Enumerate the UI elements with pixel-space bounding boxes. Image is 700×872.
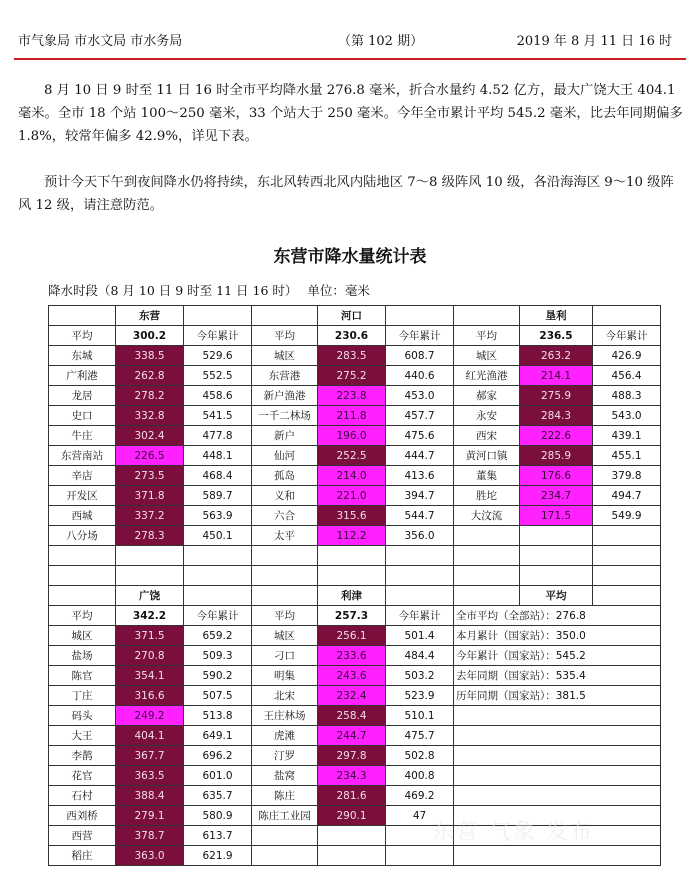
- station-cumulative: 549.9: [593, 506, 661, 526]
- station-cumulative: 444.7: [386, 446, 454, 466]
- station-cumulative: 400.8: [386, 766, 454, 786]
- station-rainfall: 337.2: [116, 506, 184, 526]
- station-row: [49, 666, 661, 686]
- station-rainfall: 176.6: [520, 466, 593, 486]
- blank-cell: [593, 546, 661, 566]
- station-cumulative: 456.4: [593, 366, 661, 386]
- station-cumulative: 477.8: [184, 426, 252, 446]
- station-rainfall: 278.2: [116, 386, 184, 406]
- blank-cell: [454, 846, 661, 866]
- average-label: 平均: [454, 326, 520, 346]
- county-average: 257.3: [318, 606, 386, 626]
- county-name: 垦利: [520, 306, 593, 326]
- station-rainfall: 371.5: [116, 626, 184, 646]
- station-name: 西营: [49, 826, 116, 846]
- station-rainfall: 273.5: [116, 466, 184, 486]
- blank-cell: [454, 806, 661, 826]
- station-cumulative: 563.9: [184, 506, 252, 526]
- station-name: 史口: [49, 406, 116, 426]
- station-rainfall: 316.6: [116, 686, 184, 706]
- county-average: 300.2: [116, 326, 184, 346]
- station-rainfall: 221.0: [318, 486, 386, 506]
- station-rainfall: 290.1: [318, 806, 386, 826]
- station-cumulative: 507.5: [184, 686, 252, 706]
- station-cumulative: 475.6: [386, 426, 454, 446]
- station-cumulative: 468.4: [184, 466, 252, 486]
- station-cumulative: 601.0: [184, 766, 252, 786]
- blank-cell: [454, 706, 661, 726]
- station-cumulative: 448.1: [184, 446, 252, 466]
- station-rainfall: 371.8: [116, 486, 184, 506]
- station-cumulative: 649.1: [184, 726, 252, 746]
- station-row: [49, 546, 661, 566]
- station-cumulative: 455.1: [593, 446, 661, 466]
- blank-cell: [49, 546, 116, 566]
- blank-cell: [184, 566, 252, 586]
- station-name: 石村: [49, 786, 116, 806]
- station-name: 城区: [49, 626, 116, 646]
- station-name: 陈官: [49, 666, 116, 686]
- station-rainfall: 223.8: [318, 386, 386, 406]
- county-average: 342.2: [116, 606, 184, 626]
- station-cumulative: 544.7: [386, 506, 454, 526]
- station-row: [49, 426, 661, 446]
- blank-cell: [520, 526, 593, 546]
- station-cumulative: 552.5: [184, 366, 252, 386]
- station-cumulative: 590.2: [184, 666, 252, 686]
- average-row: [49, 326, 661, 346]
- station-name: 盐场: [49, 646, 116, 666]
- station-name: 永安: [454, 406, 520, 426]
- county-name: 东营: [116, 306, 184, 326]
- station-name: 孤岛: [252, 466, 318, 486]
- station-rainfall: 214.0: [318, 466, 386, 486]
- blank-cell: [386, 846, 454, 866]
- station-row: [49, 766, 661, 786]
- station-rainfall: 112.2: [318, 526, 386, 546]
- station-name: 丁庄: [49, 686, 116, 706]
- station-row: [49, 566, 661, 586]
- station-name: 码头: [49, 706, 116, 726]
- summary-paragraph: 8 月 10 日 9 时至 11 日 16 时全市平均降水量 276.8 毫米，折合水量约 4.52 亿方，最大广饶大王 404.1 毫米。全市 18 个站 100～250 毫米，33 个站大于 250 毫米。今年全市累计平均 545.2 毫米，比去年同期偏多 1.8%，较常年偏多 42.9%，详见下表。: [18, 83, 683, 144]
- blank-cell: [593, 566, 661, 586]
- station-rainfall: 171.5: [520, 506, 593, 526]
- blank-cell: [116, 546, 184, 566]
- station-row: [49, 846, 661, 866]
- county-header-row: [49, 586, 661, 606]
- station-cumulative: 488.3: [593, 386, 661, 406]
- station-cumulative: 509.3: [184, 646, 252, 666]
- station-name: 辛店: [49, 466, 116, 486]
- blank-cell: [116, 566, 184, 586]
- cumulative-label: 今年累计: [386, 326, 454, 346]
- station-name: 太平: [252, 526, 318, 546]
- station-cumulative: 543.0: [593, 406, 661, 426]
- station-rainfall: 256.1: [318, 626, 386, 646]
- station-cumulative: 379.8: [593, 466, 661, 486]
- station-row: [49, 626, 661, 646]
- station-row: [49, 386, 661, 406]
- station-name: 广利港: [49, 366, 116, 386]
- station-cumulative: 541.5: [184, 406, 252, 426]
- station-name: 李鹊: [49, 746, 116, 766]
- station-row: [49, 726, 661, 746]
- average-label: 平均: [252, 606, 318, 626]
- station-name: 东营港: [252, 366, 318, 386]
- forecast-paragraph: 预计今天下午到夜间降水仍将持续，东北风转西北风内陆地区 7～8 级阵风 10 级，各沿海海区 9～10 级阵风 12 级，请注意防范。: [18, 175, 674, 213]
- station-cumulative: 696.2: [184, 746, 252, 766]
- blank-cell: [49, 566, 116, 586]
- station-rainfall: 252.5: [318, 446, 386, 466]
- county-name: 河口: [318, 306, 386, 326]
- station-rainfall: 363.5: [116, 766, 184, 786]
- station-rainfall: 275.2: [318, 366, 386, 386]
- blank-cell: [386, 546, 454, 566]
- blank-cell: [454, 566, 520, 586]
- station-rainfall: 222.6: [520, 426, 593, 446]
- summary-item: 全市平均（全部站）：276.8: [454, 606, 661, 626]
- station-row: [49, 346, 661, 366]
- station-rainfall: 278.3: [116, 526, 184, 546]
- station-name: 陈庄工业园: [252, 806, 318, 826]
- station-cumulative: 513.8: [184, 706, 252, 726]
- blank-cell: [520, 566, 593, 586]
- station-rainfall: 233.6: [318, 646, 386, 666]
- blank-cell: [386, 566, 454, 586]
- header-divider: [14, 58, 686, 60]
- station-row: [49, 526, 661, 546]
- station-rainfall: 315.6: [318, 506, 386, 526]
- rain-period: 降水时段（8 月 10 日 9 时至 11 日 16 时）: [48, 283, 298, 298]
- rain-unit: 单位：毫米: [307, 283, 370, 298]
- blank-cell: [454, 786, 661, 806]
- station-name: 西宋: [454, 426, 520, 446]
- station-rainfall: 275.9: [520, 386, 593, 406]
- blank-cell: [386, 306, 454, 326]
- blank-cell: [454, 766, 661, 786]
- blank-cell: [252, 826, 318, 846]
- station-name: 城区: [454, 346, 520, 366]
- station-name: 虎滩: [252, 726, 318, 746]
- blank-cell: [593, 586, 661, 606]
- station-rainfall: 302.4: [116, 426, 184, 446]
- watermark: 东营 气象 发布: [432, 820, 594, 845]
- station-cumulative: 621.9: [184, 846, 252, 866]
- station-rainfall: 234.7: [520, 486, 593, 506]
- summary-item: 历年同期（国家站）：381.5: [454, 686, 661, 706]
- station-name: 龙居: [49, 386, 116, 406]
- station-cumulative: 457.7: [386, 406, 454, 426]
- county-name: 广饶: [116, 586, 184, 606]
- station-cumulative: 413.6: [386, 466, 454, 486]
- bulletin-header: [18, 30, 682, 52]
- station-cumulative: 501.4: [386, 626, 454, 646]
- blank-cell: [184, 546, 252, 566]
- station-row: [49, 446, 661, 466]
- county-name: 利津: [318, 586, 386, 606]
- cumulative-label: 今年累计: [184, 606, 252, 626]
- station-rainfall: 258.4: [318, 706, 386, 726]
- blank-cell: [318, 846, 386, 866]
- station-name: 新户渔港: [252, 386, 318, 406]
- blank-cell: [252, 846, 318, 866]
- blank-cell: [454, 746, 661, 766]
- station-cumulative: 47: [386, 806, 454, 826]
- station-cumulative: 502.8: [386, 746, 454, 766]
- station-row: [49, 406, 661, 426]
- blank-cell: [252, 586, 318, 606]
- station-rainfall: 232.4: [318, 686, 386, 706]
- station-row: [49, 646, 661, 666]
- average-label: 平均: [49, 606, 116, 626]
- blank-cell: [454, 306, 520, 326]
- station-cumulative: 589.7: [184, 486, 252, 506]
- station-rainfall: 378.7: [116, 826, 184, 846]
- summary-item: 本月累计（国家站）：350.0: [454, 626, 661, 646]
- station-row: [49, 486, 661, 506]
- average-label: 平均: [252, 326, 318, 346]
- station-name: 盐窝: [252, 766, 318, 786]
- blank-cell: [252, 306, 318, 326]
- station-name: 大王: [49, 726, 116, 746]
- blank-cell: [454, 586, 520, 606]
- station-row: [49, 786, 661, 806]
- station-name: 仙河: [252, 446, 318, 466]
- station-name: 城区: [252, 346, 318, 366]
- blank-cell: [49, 306, 116, 326]
- station-row: [49, 706, 661, 726]
- station-name: 汀罗: [252, 746, 318, 766]
- station-name: 开发区: [49, 486, 116, 506]
- station-rainfall: 297.8: [318, 746, 386, 766]
- issue-datetime: 2019 年 8 月 11 日 16 时: [516, 34, 672, 49]
- station-name: 一千二林场: [252, 406, 318, 426]
- cumulative-label: 今年累计: [593, 326, 661, 346]
- station-rainfall: 279.1: [116, 806, 184, 826]
- station-row: [49, 806, 661, 826]
- cumulative-label: 今年累计: [184, 326, 252, 346]
- blank-cell: [184, 306, 252, 326]
- station-name: 六合: [252, 506, 318, 526]
- station-rainfall: 262.8: [116, 366, 184, 386]
- station-cumulative: 426.9: [593, 346, 661, 366]
- station-name: 西城: [49, 506, 116, 526]
- station-name: 东城: [49, 346, 116, 366]
- station-row: [49, 506, 661, 526]
- station-name: 陈庄: [252, 786, 318, 806]
- station-name: 花官: [49, 766, 116, 786]
- county-average: 236.5: [520, 326, 593, 346]
- blank-cell: [184, 586, 252, 606]
- station-rainfall: 214.1: [520, 366, 593, 386]
- blank-cell: [520, 546, 593, 566]
- blank-cell: [318, 546, 386, 566]
- blank-cell: [386, 586, 454, 606]
- station-cumulative: 659.2: [184, 626, 252, 646]
- station-cumulative: 450.1: [184, 526, 252, 546]
- station-cumulative: 469.2: [386, 786, 454, 806]
- station-name: 牛庄: [49, 426, 116, 446]
- cumulative-label: 今年累计: [386, 606, 454, 626]
- blank-cell: [454, 546, 520, 566]
- station-cumulative: 484.4: [386, 646, 454, 666]
- station-cumulative: 503.2: [386, 666, 454, 686]
- station-name: 八分场: [49, 526, 116, 546]
- station-name: 董集: [454, 466, 520, 486]
- station-row: [49, 686, 661, 706]
- station-cumulative: 458.6: [184, 386, 252, 406]
- station-cumulative: 529.6: [184, 346, 252, 366]
- station-rainfall: 243.6: [318, 666, 386, 686]
- station-name: 胜坨: [454, 486, 520, 506]
- blank-cell: [318, 566, 386, 586]
- station-name: 东营南站: [49, 446, 116, 466]
- blank-cell: [454, 826, 661, 846]
- station-name: 红光渔港: [454, 366, 520, 386]
- summary-title: 平均: [520, 586, 593, 606]
- station-rainfall: 226.5: [116, 446, 184, 466]
- station-name: 稻庄: [49, 846, 116, 866]
- issue-number: （第 102 期）: [338, 34, 424, 49]
- station-name: 明集: [252, 666, 318, 686]
- blank-cell: [318, 826, 386, 846]
- station-rainfall: 404.1: [116, 726, 184, 746]
- station-rainfall: 285.9: [520, 446, 593, 466]
- station-name: 王庄林场: [252, 706, 318, 726]
- blank-cell: [386, 826, 454, 846]
- station-cumulative: 394.7: [386, 486, 454, 506]
- station-row: [49, 746, 661, 766]
- average-row: [49, 606, 661, 626]
- table-title: 东营市降水量统计表: [273, 247, 427, 267]
- station-rainfall: 283.5: [318, 346, 386, 366]
- station-rainfall: 249.2: [116, 706, 184, 726]
- table-subtitle: [48, 281, 370, 299]
- station-rainfall: 388.4: [116, 786, 184, 806]
- station-cumulative: 608.7: [386, 346, 454, 366]
- station-rainfall: 284.3: [520, 406, 593, 426]
- blank-cell: [593, 306, 661, 326]
- station-cumulative: 523.9: [386, 686, 454, 706]
- station-rainfall: 211.8: [318, 406, 386, 426]
- station-name: 新户: [252, 426, 318, 446]
- station-cumulative: 475.7: [386, 726, 454, 746]
- station-name: 西刘桥: [49, 806, 116, 826]
- station-rainfall: 367.7: [116, 746, 184, 766]
- blank-cell: [49, 586, 116, 606]
- station-rainfall: 354.1: [116, 666, 184, 686]
- station-name: 刁口: [252, 646, 318, 666]
- summary-item: 去年同期（国家站）：535.4: [454, 666, 661, 686]
- station-rainfall: 281.6: [318, 786, 386, 806]
- station-cumulative: 494.7: [593, 486, 661, 506]
- station-rainfall: 244.7: [318, 726, 386, 746]
- station-name: 郝家: [454, 386, 520, 406]
- station-name: 大汶流: [454, 506, 520, 526]
- station-name: 城区: [252, 626, 318, 646]
- blank-cell: [252, 546, 318, 566]
- station-row: [49, 466, 661, 486]
- summary-item: 今年累计（国家站）：545.2: [454, 646, 661, 666]
- station-cumulative: 356.0: [386, 526, 454, 546]
- station-cumulative: 613.7: [184, 826, 252, 846]
- station-cumulative: 510.1: [386, 706, 454, 726]
- station-cumulative: 439.1: [593, 426, 661, 446]
- station-cumulative: 580.9: [184, 806, 252, 826]
- average-label: 平均: [49, 326, 116, 346]
- rainfall-table: [48, 305, 661, 866]
- station-rainfall: 196.0: [318, 426, 386, 446]
- station-row: [49, 366, 661, 386]
- station-cumulative: 635.7: [184, 786, 252, 806]
- station-rainfall: 263.2: [520, 346, 593, 366]
- station-rainfall: 338.5: [116, 346, 184, 366]
- station-name: 义和: [252, 486, 318, 506]
- station-name: 黄河口镇: [454, 446, 520, 466]
- issuing-agencies: 市气象局 市水文局 市水务局: [18, 34, 183, 49]
- station-cumulative: 440.6: [386, 366, 454, 386]
- station-cumulative: 453.0: [386, 386, 454, 406]
- county-average: 230.6: [318, 326, 386, 346]
- station-rainfall: 363.0: [116, 846, 184, 866]
- station-row: [49, 826, 661, 846]
- blank-cell: [593, 526, 661, 546]
- station-rainfall: 270.8: [116, 646, 184, 666]
- county-header-row: [49, 306, 661, 326]
- blank-cell: [454, 726, 661, 746]
- station-rainfall: 332.8: [116, 406, 184, 426]
- station-name: 北宋: [252, 686, 318, 706]
- blank-cell: [252, 566, 318, 586]
- blank-cell: [454, 526, 520, 546]
- station-rainfall: 234.3: [318, 766, 386, 786]
